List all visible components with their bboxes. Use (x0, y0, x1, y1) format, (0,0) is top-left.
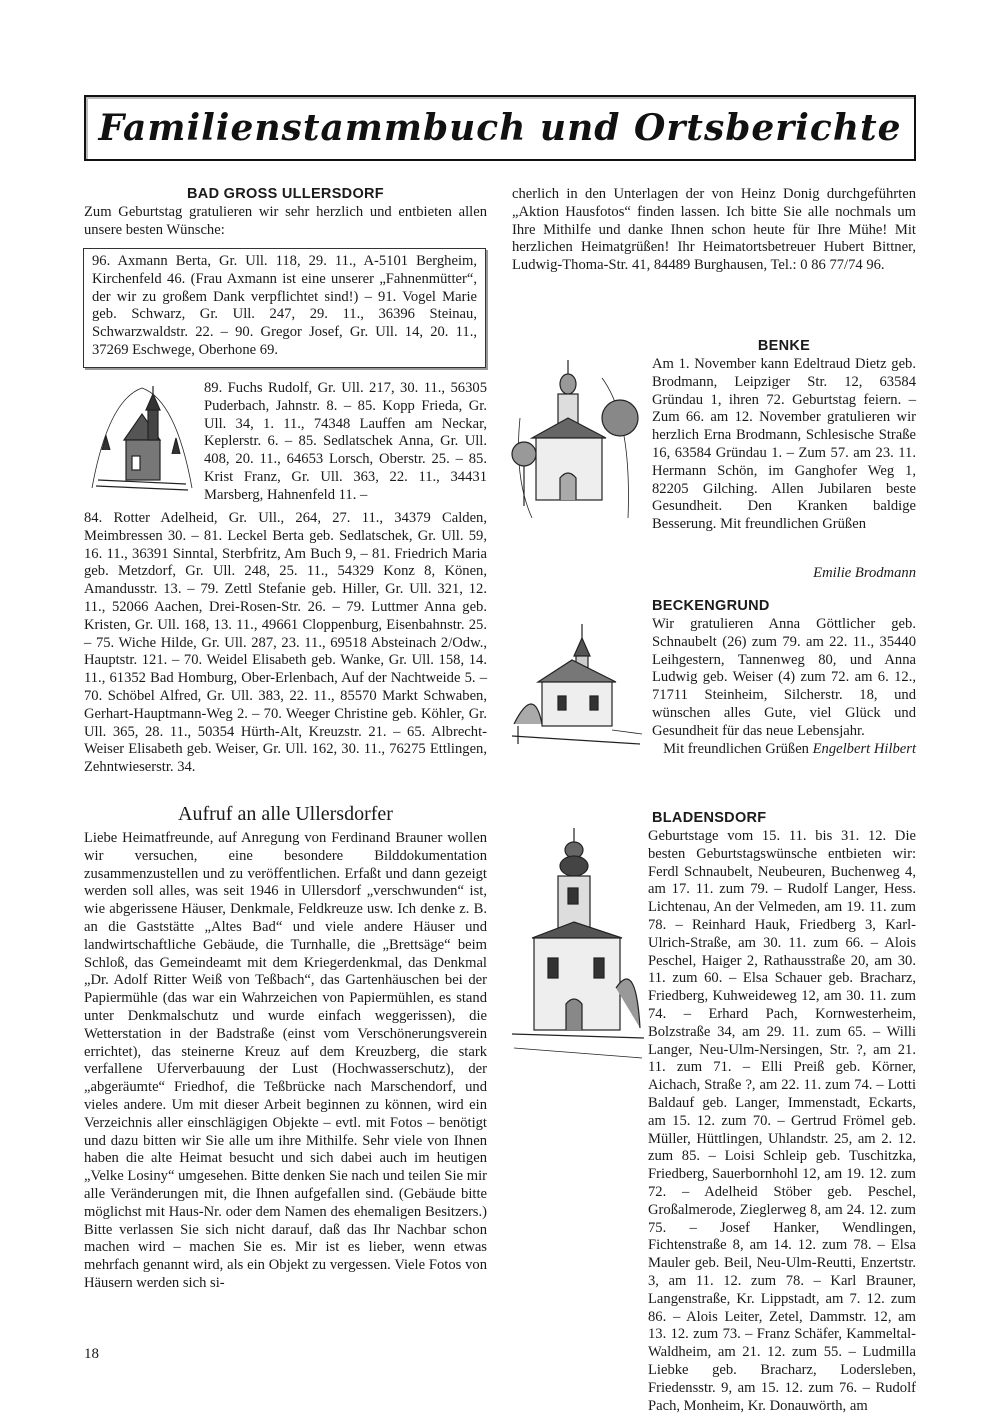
section-heading-benke: BENKE (757, 338, 811, 354)
benke-text: Am 1. November kann Edeltraud Dietz geb. Brodmann, Leipziger Str. 12, 63584 Gründau 1, ihren 72. Geburtstag feiern. – Zum 66. am 12. November gratulieren wir herzlich Erna Brodmann, Schlesische Straße 16, 63584 Gründau 1. – Zum 57. am 23. 11. Hermann Schön, im Ganghofer Weg 1, 82205 Gilching. Allen Jubilaren beste Gesundheit. Den Kranken baldige Besserung. Mit freundlichen Grüßen (652, 356, 916, 533)
beckengrund-text: Wir gratulieren Anna Göttlicher geb. Schnaubelt (26) zum 79. am 22. 11., 35440 Leihgestern, Tannenweg 80, und Anna Ludwig geb. Weiser (4) zum 72. am 6. 12., 71711 Steinheim, Silcherstr. 18, und wünschen alles Gute, viel Glück und Gesundheit für das neue Lebensjahr. (652, 616, 916, 739)
bgu-continued-text: 84. Rotter Adelheid, Gr. Ull., 264, 27. 11., 34379 Calden, Meimbressen 30. – 81. Leckel Berta geb. Sedlatschek, Gr. Ull. 59, 16. 11., 36391 Sinntal, Sterbfritz, Am Buch 9, – 81. Friedrich Maria geb. Metzdorf, Gr. Ull. 248, 25. 11., 54329 Konz 8, Könen, Amandusstr. 13. – 79. Zettl Stefanie geb. Hiller, Gr. Ull. 321, 12. 11., 52066 Aachen, Drei-Rosen-Str. 26. – 79. Luttmer Anna geb. Kristen, Gr. Ull. 168, 13. 11., 49661 Cloppenburg, Eisenbahnstr. 25. – 75. Wiche Hilde, Gr. Ull. 287, 23. 11., 69518 Absteinach 2/Odw., Hauptstr. 121. – 70. Weidel Elisabeth geb. Wanke, Gr. Ull. 158, 14. 11., 61352 Bad Homburg, Ober-Erlenbach, Auf der Nachtweide 5. – 70. Schöbel Alfred, Gr. Ull. 383, 22. 11., 85570 Markt Schwaben, Gerhart-Hauptmann-Weg 2. – 70. Weeger Christine geb. Köhler, Gr. Ull. 365, 28. 11., 50354 Hürth-Alt, Kreuzstr. 21. – 65. Albrecht-Weiser Elisabeth geb. Weiser, Gr. Ull. 162, 30. 11., 76275 Ettlingen, Zehntwieserstr. 34. (84, 510, 487, 776)
benke-signature: Emilie Brodmann (813, 565, 916, 581)
section-heading-beckengrund: BECKENGRUND (652, 598, 770, 614)
chapel-illustration-beckengrund (512, 620, 644, 746)
church-illustration-bladensdorf (512, 828, 644, 1068)
bgu-intro: Zum Geburtstag gratulieren wir sehr herzlich und entbieten allen unsere besten Wünsche: (84, 204, 487, 238)
bgu-wrapped-text: 89. Fuchs Rudolf, Gr. Ull. 217, 30. 11., 56305 Puderbach, Jahnstr. 8. – 85. Kopp Frieda, Gr. Ull. 34, 1. 11., 74348 Lauffen am Neckar, Keplerstr. 6. – 85. Sedlatschek Anna, Gr. Ull. 408, 20. 11., 64653 Lorsch, Oberstr. 25. – 85. Krist Franz, Gr. Ull. 363, 22. 11., 34431 Marsberg, Hahnenfeld 11. – (204, 380, 487, 503)
section-heading-bladensdorf: BLADENSDORF (652, 810, 767, 826)
banner-title: Familienstammbuch und Ortsberichte (98, 107, 902, 149)
bgu-box-text: 96. Axmann Berta, Gr. Ull. 118, 29. 11., A-5101 Bergheim, Kirchenfeld 46. (Frau Axmann ist eine unserer „Fahnenmütter“, der wir zu großem Dank verpflichtet sind!) – 91. Vogel Marie geb. Schwarz, Gr. Ull. 247, 29. 11., 36396 Steinau, Schwarzwaldstr. 22. – 90. Gregor Josef, Gr. Ull. 14, 20. 11., 37269 Eschwege, Oberhone 69. (92, 253, 477, 358)
church-illustration-bad-gross-ullersdorf (88, 380, 196, 498)
beckengrund-closing-text: Mit freundlichen Grüßen (663, 741, 809, 757)
beckengrund-closing (600, 741, 916, 759)
aufruf-continuation: cherlich in den Unterlagen der von Heinz Donig durchgeführten „Aktion Hausfotos“ finden lassen. Ich bitte Sie alle nochmals um Ihre Mithilfe und danke Ihnen schon heute für Ihre Mühe! Mit herzlichen Heimatgrüßen! Ihr Heimatortsbetreuer Hubert Bittner, Ludwig-Thoma-Str. 41, 84489 Burghausen, Tel.: 0 86 77/74 96. (512, 186, 916, 274)
section-heading-bad-gross-ullersdorf: BAD GROSS ULLERSDORF (187, 186, 384, 202)
aufruf-heading: Aufruf an alle Ullersdorfer (178, 803, 393, 825)
chapel-illustration-benke (510, 358, 640, 553)
page-banner (84, 95, 916, 161)
beckengrund-signature: Engelbert Hilbert (812, 741, 916, 757)
aufruf-text: Liebe Heimatfreunde, auf Anregung von Ferdinand Brauner wollen wir versuchen, eine besondere Bilddokumentation zusammenzustellen und zu veröffentlichen. Erfaßt und dann gezeigt werden soll alles, was seit 1946 in Ullersdorf „verschwunden“ ist, wie abgerissene Häuser, Denkmale, Feldkreuze usw. Ich denke z. B. an die Gaststätte „Altes Bad“ und viele andere Häuser und landwirtschaftliche Gebäude, die Turnhalle, die „Brettsäge“ beim Schloß, das Gemeindeamt mit dem Kriegerdenkmal, das Denkmal „Dr. Adolf Ritter Weiß von Teßbach“, das Gartenhäuschen bei der Papiermühle (das war ein Wahrzeichen von Papiermühlen, es stand unter Denkmalschutz und wurde einfach weggerissen), die Wetterstation in der Badstraße (einst vom Verschönerungsverein errichtet), das steinerne Kreuz auf dem Kreuzberg, die stark verfallene Uferverbauung der Lust (Hochwasserschutz), der „abgeräumte“ Friedhof, die Teßbrücke nach Marschendorf, und vieles andere. Um mit dieser Arbeit beginnen zu können, wird ein Verzeichnis aller einschlägigen Objekte – evtl. mit Fotos – benötigt und dazu bitten wir Sie alle um ihre Mithilfe. Sehr viele von Ihnen haben die alte Heimat besucht und sich dabei auch im heutigen „Velke Losiny“ umgesehen. Bitte denken Sie nach und teilen Sie mir alle Veränderungen mit, die Ihnen aufgefallen sind. (Gebäude bitte möglichst mit Haus-Nr. oder dem Namen des ehemaligen Besitzers.) Bitte verlassen Sie sich nicht darauf, daß das Ihr Nachbar schon machen wird – machen Sie es. Mir ist es lieber, wenn etwas mehrfach genannt wird, als ein Objekt zu vergessen. Viele Fotos von Häusern werden sich si- (84, 830, 487, 1291)
page-number: 18 (84, 1346, 99, 1362)
bgu-highlight-box (83, 248, 486, 368)
bladensdorf-text: Geburtstage vom 15. 11. bis 31. 12. Die besten Geburtstagswünsche entbieten wir: Ferdl Schnaubelt, Neubeuren, Buchenweg 4, am 17. 11. zum 79. – Rudolf Langer, Hess. Lichtenau, An der Velmeden, am 19. 11. zum 78. – Reinhard Hauk, Friedberg 3, Karl-Ulrich-Straße, am 30. 11. zum 66. – Alois Peschel, Haiger 2, Rathausstraße 20, am 30. 11. zum 60. – Elsa Schauer geb. Bracharz, Friedberg, Kuhweideweg 12, am 30. 11. zum 74. – Erhard Pach, Kornwesterheim, Bolzstraße 34, am 29. 11. zum 65. – Willi Langer, Neu-Ulm-Nersingen, Str. ?, am 21. 11. zum 71. – Elli Preiß geb. Körner, Aichach, Straße ?, am 22. 11. zum 74. – Lotti Baldauf geb. Langer, Immenstadt, Eckarts, am 15. 12. zum 70. – Gertrud Frömel geb. Müller, Hüttlingen, Uhlandstr. 25, am 2. 12. zum 85. – Loisi Schleip geb. Tuschitzka, Friedberg, Sauerbornhohl 12, am 19. 12. zum 72. – Adelheid Stöber geb. Peschel, Großalmerode, Zieglerweg 8, am 24. 12. zum 75. – Josef Hanker, Wendlingen, Fichtenstraße 8, am 14. 12. zum 78. – Elsa Mauler geb. Beil, Neu-Ulm-Reutti, Enzertstr. 3, am 11. 12. zum 78. – Karl Brauner, Langenstraße, Kr. Lippstadt, am 7. 12. zum 86. – Alois Leiter, Zetel, Dammstr. 12, am 13. 12. zum 73. – Franz Schäfer, Kammeltal-Waldheim, am 21. 12. zum 55. – Ludmilla Liebke geb. Bracharz, Lodersleben, Friedensstr. 9, am 15. 12. zum 76. – Rudolf Pach, Monheim, Kr. Donauwörth, am (648, 828, 916, 1414)
